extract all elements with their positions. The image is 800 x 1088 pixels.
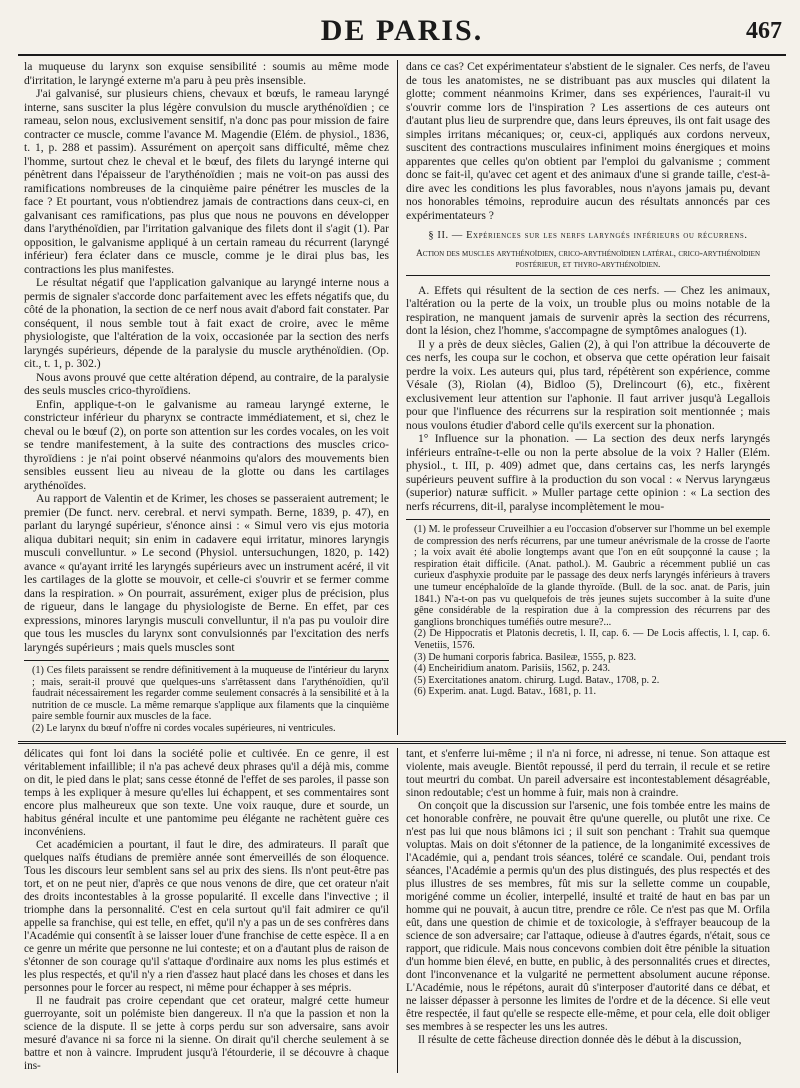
paragraph: J'ai galvanisé, sur plusieurs chiens, chevaux et bœufs, le rameau laryngé interne, sans susciter la plus légère convulsion du muscle arythénoïdien ; ce rameau, selon nous, exclusivement sensitif, n'a donc pas pour mission de faire contracter ce muscle, comme l'avance M. Magendie (Elém. de physiol., 1836, t. 1, p. 288 et passim). Assurément on aperçoit sans difficulté, même chez l'homme, surtout chez le cheval et le bœuf, des filets du laryngé interne qui pénètrent dans l'épaisseur de l'arythénoïdien ; mais ne voit-on pas aussi des ramifications nombreuses de la cinquième paire pénétrer les muscles de la face ? Et pourtant, vous n'obtiendrez jamais de contractions dans ceux-ci, en galvanisant ces ramifications, pas plus que nous ne pouvons en développer dans l'arythénoïdien, par l'irritation galvanique des filets dont il s'agit (1). Par opposition, le galvanisme appliqué à un certain rameau du récurrent (laryngé inférieur) fera éclater dans ce muscle, comme je le dirai plus bas, les contractions les plus manifestes. bbox=[24, 87, 389, 276]
section-subheading: Action des muscles arythénoïdien, crico-arythénoïdien latéral, crico-arythénoïdien postérieur, et thyro-arythénoïdien. bbox=[406, 249, 770, 276]
footnote: (5) Exercitationes anatom. chirurg. Lugd. Batav., 1708, p. 2. bbox=[414, 674, 660, 686]
footnote: (2) De Hippocratis et Platonis decretis, l. II, cap. 6. — De Locis affectis, l. I, cap. 6. Venetiis, 1576. bbox=[414, 628, 770, 651]
paragraph: Cet académicien a pourtant, il faut le dire, des admirateurs. Il paraît que quelques naïfs étudians de première année sont émerveillés de son éloquence. Tous les discours leur semblent sans sel au prix des siens. Ils n'ont peut-être pas tort, et on ne peut nier, d'après ce que nous venons de dire, que cet orateur n'ait des droits incontestables à la grosse popularité. Il excelle dans l'invective ; il triomphe dans la personnalité. C'est en cela surtout qu'il fait admirer ce qu'il appelle sa franchise, qui est telle, en effet, qu'il n'y a pas un de ses confrères dans l'Académie qui consentît à se laisser louer d'une franchise de cette espèce. Il a en ce genre un mérite que personne ne lui conteste; et on a d'autant plus de raison de s'étonner de son courage qu'il s'attaque d'ordinaire aux noms les plus estimés et les plus respectés, et qu'il n'y a rien d'assez haut placé dans les choses et dans les personnes pour le forcer au respect, ni même pour échapper à ses mépris. bbox=[24, 838, 389, 994]
feuilleton bbox=[18, 748, 786, 1073]
running-head bbox=[18, 8, 786, 56]
paragraph: délicates qui font loi dans la société polie et cultivée. En ce genre, il est véritablement infaillible; il n'a pas achevé deux phrases qu'il a déjà mis, comme on dit, le pied dans le plat; sans cesse étonné de l'effet de ses paroles, il passe son temps à les expliquer à mesure qu'elles lui échappent, et ses commentaires sont encore plus malheureux que son texte. Une voix rauque, dure et sourde, un habitus général inculte et une pantomime peu élégante ne rachètent guère ces inconvéniens. bbox=[24, 747, 389, 838]
footnote: (1) Ces filets paraissent se rendre définitivement à la muqueuse de l'intérieur du larynx ; mais, serait-il prouvé que quelques-uns s'arrêtassent dans l'arythénoïdien, qu'il faudrait nécessairement les regarder comme seulement consacrés à la sensibilité et à la nutrition de ce muscle. La même remarque s'applique aux filaments que la cinquième paire semble fournir aux muscles de la face. bbox=[32, 665, 389, 723]
right-column bbox=[398, 60, 778, 735]
paragraph: la muqueuse du larynx son exquise sensibilité : soumis au même mode d'irritation, le laryngé externe m'a paru à peu près insensible. bbox=[24, 60, 389, 87]
footnote: (4) Encheiridium anatom. Parisiis, 1562, p. 243. bbox=[414, 663, 611, 675]
paragraph: 1° Influence sur la phonation. — La section des deux nerfs laryngés inférieurs entraîne-t-elle ou non la perte absolue de la voix ? Haller (Elém. physiol., t. III, p. 409) admet que, dans certains cas, les nerfs laryngés supérieurs peuvent suffire à la production du son vocal : « Nervus laryngæus (superior) naturæ sufficit. » Muller partage cette opinion : « La section des nerfs récurrens, dit-il, paralyse incomplètement le mou- bbox=[406, 432, 770, 513]
section-heading: § II. — Expériences sur les nerfs laryngés inférieurs ou récurrens. bbox=[428, 230, 748, 241]
paragraph: Il ne faudrait pas croire cependant que cet orateur, malgré cette humeur guerroyante, soit un polémiste bien dangereux. Il n'a que la passion et non la science de la dispute. Il se jette à corps perdu sur son adversaire, sans avoir mesuré d'avance ni sa force ni la sienne. On dirait qu'il cherche seulement à se battre et non à vaincre. Imprudent jusqu'à l'étourderie, il se découvre à chaque ins- bbox=[24, 994, 389, 1072]
paragraph: Le résultat négatif que l'application galvanique au laryngé interne nous a permis de signaler s'accorde donc parfaitement avec les effets négatifs que, du côté de la phonation, la section de ce nerf nous avait d'abord fait constater. Par conséquent, il nous semble tout à fait exact de croire, avec le même physiologiste, que l'altération de la voix, occasionée par la section des nerfs laryngés supérieurs, dépende de la paralysie du muscle arythénoïdien. (Op. cit., t. 1, p. 302.) bbox=[24, 276, 389, 370]
footnote: (2) Le larynx du bœuf n'offre ni cordes vocales supérieures, ni ventricules. bbox=[32, 722, 336, 734]
paragraph: Au rapport de Valentin et de Krimer, les choses se passeraient autrement; le premier (De funct. nerv. cerebral. et nervi sympath. Berne, 1839, p. 47), en parlant du laryngé supérieur, s'énonce ainsi : « Simul vero vis ejus motoria aliqua dubitari nequit; sin enim in cadavere equi irritatur, minores laryngis musculi convelluntur. » Le second (Physiol. untersuchungen, 1820, p. 142) avance « qu'ayant irrité les laryngés supérieurs avec un instrument acéré, il vit les cartilages de la glotte se mouvoir, et celle-ci s'ouvrir et se fermer comme dans la respiration. » On pourrait, assurément, exiger plus de précision, plus de rigueur, dans le langage du physiologiste de Berne. En effet, par ces expressions, minores laryngis musculi convelluntur, il n'a pas pu vouloir dire que tous les muscles du larynx sont convulsionnés par l'excitation des nerfs laryngés supérieurs ; mais quels muscles sont bbox=[24, 492, 389, 654]
feuilleton-right-column bbox=[398, 748, 778, 1073]
left-column bbox=[18, 60, 398, 735]
paragraph: Il y a près de deux siècles, Galien (2), à qui l'on attribue la découverte de ces nerfs, les coupa sur le cochon, et observa que cette opération leur faisait perdre la voix. Les auteurs qui, plus tard, répétèrent son expérience, comme Vésale (3), Riolan (4), Bidloo (5), Drelincourt (6), etc., fixèrent exclusivement leur attention sur l'aphonie. Il faut arriver jusqu'à Legallois pour que l'influence des récurrens sur la respiration soit mentionnée ; mais nous voulons étudier d'abord celle qu'ils exercent sur la phonation. bbox=[406, 337, 770, 432]
page-title: DE PARIS. bbox=[320, 14, 484, 47]
footnote: (1) M. le professeur Cruveilhier a eu l'occasion d'observer sur l'homme un bel exemple de compression des nerfs récurrens, par une tumeur anévrismale de la crosse de l'aorte ; la voix avait été abolie longtemps avant que l'on en eût soupçonné la cause ; la respiration était difficile. (Anat. pathol.). M. Gaubric a récemment publié un cas curieux d'asphyxie produite par le passage des deux nerfs laryngés inférieurs à travers une tumeur encéphaloïde de la glande thyroïde. (Bull. de la soc. anat. de Paris, juin 1841.) N'a-t-on pas vu quelquefois de très jeunes sujets succomber à la suite d'une gêne considérable de la respiration due à la compression des récurrens par des ganglions bronchiques tuméfiés outre mesure?... bbox=[414, 524, 770, 628]
paragraph: Nous avons prouvé que cette altération dépend, au contraire, de la paralysie des seuls muscles crico-thyroïdiens. bbox=[24, 370, 389, 397]
feuilleton-divider bbox=[18, 741, 786, 744]
paragraph: On conçoit que la discussion sur l'arsenic, une fois tombée entre les mains de cet honorable confrère, ne pouvait être qu'une querelle, ou plutôt une rixe. Ce n'est pas lui que nous blâmons ici ; il suit son penchant : Trahit sua quemque voluptas. Mais on doit s'étonner de la patience, de la longanimité excessives de l'Académie, qui a, pendant trois séances, toléré ce scandale. Oui, pendant trois séances, l'Académie a permis qu'un des plus distingués, des plus respectés et des plus illustres de ses membres, fût mis sur la sellette comme un coupable, morigéné comme un écolier, interpellé, insulté et traité de haut en bas par un homme qui ne pouvait, à aucun titre, prendre ce rôle. Ce n'est pas que M. Orfila eût, dans une question de chimie et de toxicologie, à s'effrayer beaucoup de la science de son adversaire; car l'attaque, odieuse à d'autres égards, n'était, sous ce rapport, que ridicule. Mais nous concevons combien doit être pénible la situation d'un homme bien élevé, en butte, en public, à des personnalités crues et directes, dont l'inconvenance et la vulgarité ne permettent absolument aucune réponse. L'Académie, nous le répétons, aurait dû s'interposer d'autorité dans ce débat, et ne laisser dépasser à personne les limites de l'ordre et de la décence. Si elle veut être respectée, il faut qu'elle se respecte elle-même, et pour cela, elle doit obliger ses membres à se respecter les uns les autres. bbox=[406, 799, 770, 1033]
paragraph: Il résulte de cette fâcheuse direction donnée dès le début à la discussion, bbox=[418, 1033, 742, 1046]
footnote: (3) De humani corporis fabrica. Basileæ, 1555, p. 823. bbox=[414, 651, 637, 663]
paragraph: tant, et s'enferre lui-même ; il n'a ni force, ni adresse, ni tenue. Son attaque est violente, mais aveugle. Bientôt repoussé, il perd du terrain, il recule et se retire tout meurtri du combat. Un pareil adversaire est incontestablement désagréable, sinon redoutable; c'est un homme à fuir, mais non à craindre. bbox=[406, 747, 770, 799]
main-columns bbox=[18, 60, 786, 735]
paragraph: dans ce cas? Cet expérimentateur s'abstient de le signaler. Ces nerfs, de l'aveu de tous les anatomistes, ne se distribuant pas aux muscles qui dilatent la glotte; comment néanmoins Krimer, dans ses expériences, l'aurait-il vu s'ouvrir comme lors de l'inspiration ? Les assertions de ces auteurs ont d'autant plus lieu de surprendre que, dans leurs épreuves, ils ont fait usage des simples irritans mécaniques; or, ceux-ci, appliqués aux cordons nerveux, suscitent des contractions musculaires infiniment moins énergiques et moins apparentes que celles qu'on obtient par l'emploi du galvanisme ; comment donc se fait-il, qu'avec cet agent et des animaux d'une si grande taille, c'est-à-dire avec les conditions les plus favorables, nous n'ayons jamais pu, devant nos honorables témoins, reproduire aucun des résultats annoncés par ces expérimentateurs ? bbox=[406, 60, 770, 222]
footnotes bbox=[406, 519, 770, 698]
paragraph: Enfin, applique-t-on le galvanisme au rameau laryngé externe, le constricteur inférieur du pharynx se contracte immédiatement, et si, chez le cheval ou le bœuf (2), on porte son attention sur les cordes vocales, on les voit se tendre manifestement, à la suite des contractions des muscles crico-thyroïdiens : je n'ai point observé néanmoins qu'alors des mouvements bien sensibles eussent lieu au niveau de la glotte ou dans les cartilages arythénoïdes. bbox=[24, 397, 389, 492]
page-number: 467 bbox=[746, 18, 782, 44]
footnote: (6) Experim. anat. Lugd. Batav., 1681, p. 11. bbox=[414, 686, 597, 698]
paragraph: A. Effets qui résultent de la section de ces nerfs. — Chez les animaux, l'altération ou la perte de la voix, un trouble plus ou moins notable de la respiration, ne manquent jamais de survenir après la section des récurrens, dont la lésion, chez l'homme, s'accompagne de symptômes analogues (1). bbox=[406, 283, 770, 337]
footnotes bbox=[24, 660, 389, 735]
feuilleton-left-column bbox=[18, 748, 398, 1073]
